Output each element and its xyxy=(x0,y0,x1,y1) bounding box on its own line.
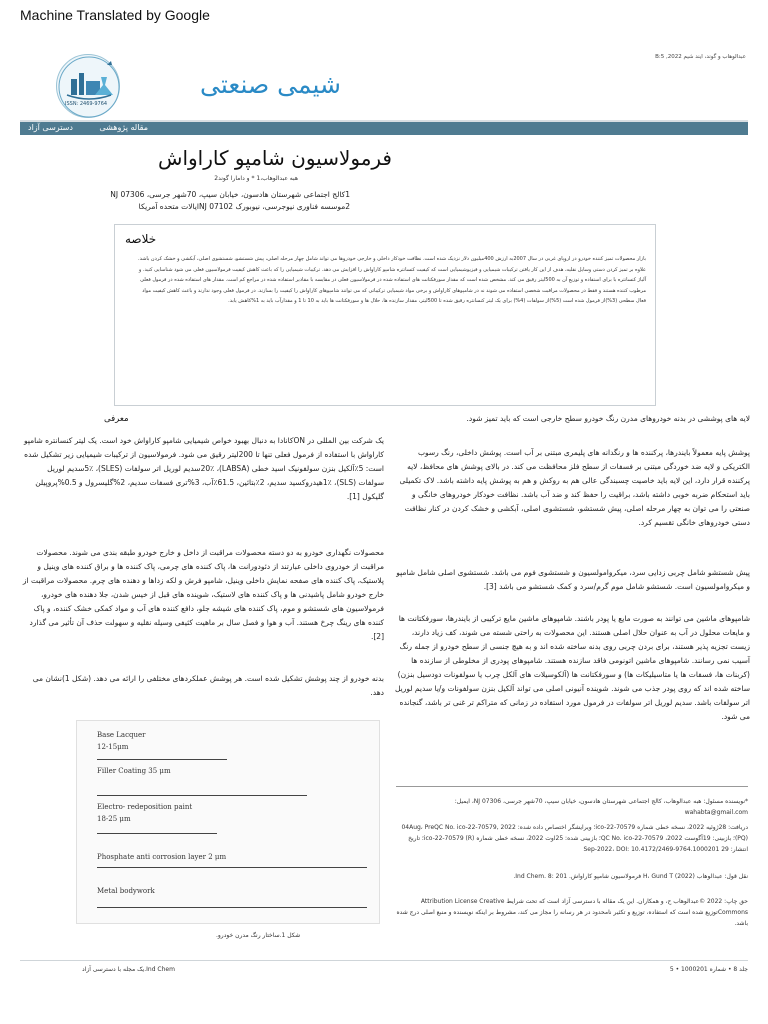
right-paragraph-2: پوشش پایه معمولاً بایندرها، پرکننده ها و رنگدانه های پلیمری مبتنی بر آب است. پوشش داخلی، رنگ رسوب الکتریکی و لایه ضد خوردگی مبتنی بر فسفات از سطح فلز محافظت می کند. در بالای پوشش های محافظ، لایه پرکننده قرار دارد، این لایه باید خاصیت چسبندگی عالی هم به روکش و هم به پوشش پایه داشته باشد. لاک تکمیلی باید استحکام ضربه خوبی داشته باشد، براقیت را حفظ کند و ضد آب باشد. نظافت خودکار خودروهای خانگی و صنعتی را می توان به چهار مرحله اصلی، پیش شستشو، شستشوی اصلی، آبکشی و خشک کردن در کنار نظافت دستی خودروهای خانگی تقسیم کرد. xyxy=(399,448,750,527)
footer-journal: Ind Chem.یک مجله با دسترسی آزاد xyxy=(82,966,175,973)
layer-label: Electro- redeposition paint xyxy=(97,803,193,811)
footer-rule xyxy=(20,960,748,961)
introduction-heading: معرفی xyxy=(104,414,129,424)
layer-label: Metal bodywork xyxy=(97,887,155,895)
article-type-label: مقاله پژوهشی xyxy=(99,123,148,132)
left-paragraph-2: محصولات نگهداری خودرو به دو دسته محصولات مراقبت از داخل و خارج خودرو طبقه بندی می شوند. محصولات مراقبت از خودروی داخلی عبارتند از دئودورانت ها، پاک کننده های چرمی، پاک کننده ها و براق کننده های وینیل و پلاستیک، پاک کننده های صفحه نمایش داخلی وینیل، شامپو فرش و لکه زداها و دهنده های چرم. محصولات مراقبت از خارج خودرو شامل پاشیدنی ها و پاک کننده های لاستیک، شوینده های قبل از خیس شدن، جلا دهنده های خودرو، فرمولاسیون های شستشو و موم، پاک کننده های شیشه جلو، دافع کننده های آب و مواد کمکی خشک کننده، و پاک کننده های رینگ چرخ هستند. آب و هوا و فصل سال بر ماهیت کثیفی وسیله نقلیه و سهولت حذف آن تأثیر می گذارد [2]. xyxy=(22,548,384,641)
header-bar xyxy=(20,122,748,135)
factory-flask-logo-icon xyxy=(57,55,121,119)
copyright-note: حق چاپ: 2022 ©عبدالوهاب ح، و همکاران. این یک مقاله با دسترسی آزاد است که تحت شرایط Attribution License Creative Commonsتوزیع شده است که استفاده، توزیع و تکثیر نامحدود در هر رسانه را مجاز می کند، مشروط بر اینکه نویسنده و منبع اصلی درج شده باشد. xyxy=(396,898,748,927)
left-paragraph-3: بدنه خودرو از چند پوشش تشکیل شده است. هر پوشش عملکردهای مختلفی را ارائه می دهد. (شکل 1)نشان می دهد. xyxy=(32,674,384,697)
journal-logo xyxy=(56,54,120,118)
paper-title: فرمولاسیون شامپو کاراواش xyxy=(158,146,392,170)
layer-label: Base Lacquer xyxy=(97,731,146,739)
corresponding-author-note: *نویسنده مسئول: هبه عبدالوهاب، کالج اجتماعی شهرستان هادسون، خیابان سیپ، 70شهر جرسی، NJ 07306، ایمیل: wahabta@gmail.com xyxy=(454,798,748,816)
left-paragraph-1: یک شرکت بین المللی در ONکانادا به دنبال بهبود خواص شیمیایی شامپو کاراواش خود است. یک لیتر کنسانتره شامپو کاراواش با استفاده از فرمول فعلی تنها تا 200لیتر رقیق می شود. فرمولاسیون از ترکیبات شیمیایی زیر تشکیل شده است: 5٪آلکیل بنزن سولفونیک اسید خطی (LABSA)، 20٪سدیم لوریل اتر سولفات (SLES)، 5٪سدیم لوریل سولفات (SLS)، 1٪هیدروکسید سدیم، 2٪بتائین، 61.5٪آب، 3%تری فسفات سدیم، 2%گلیسرول و 0.5%پروپیلن گلیکول [1]. xyxy=(24,436,384,501)
layer-thickness: 12-15μm xyxy=(97,743,129,751)
citation-note: نقل قول: عبدالوهاب H، Gund T (2022) فرمولاسیون شامپو کاراواش. Ind Chem. 8: 201. xyxy=(513,873,748,880)
affiliation-1: 1کالج اجتماعی شهرستان هادسون، خیابان سیپ، 70شهر جرسی، NJ 07306 xyxy=(110,190,350,199)
footer-volume: جلد 8 • شماره 1000201 • 5 xyxy=(669,966,748,973)
figure-caption: شکل 1.ساختار رنگ مدرن خودرو. xyxy=(216,932,301,939)
layer-divider xyxy=(97,833,217,834)
right-paragraph-3: پیش شستشو شامل چربی زدایی سرد، میکروامولسیون و شستشوی فوم می باشد. شستشوی اصلی شامل شامپو و میکروامولسیون است. شستشو شامل موم گرم/سرد و کمک شستشو می باشد [3]. xyxy=(396,568,750,591)
abstract-box xyxy=(114,224,656,406)
top-citation: عبدالوهاب و گوند، ایند شیم B:5 ,2022 xyxy=(655,54,746,60)
footnote-rule xyxy=(396,786,748,787)
abstract-heading: خلاصه xyxy=(125,232,157,246)
layer-label: Phosphate anti corrosion layer 2 μm xyxy=(97,853,227,861)
layer-divider xyxy=(97,759,227,760)
received-dates-note: دریافت: 28ژوئیه 2022، نسخه خطی شماره ico-22-70579؛ ویرایشگر اختصاص داده شده: 2022 ,04Aug، PreQC No. ico-22-70579 (PQ)؛ بازبینی: 19آگوست 2022، QC No. ico-22-70579؛ بازبینی شده: 25اوت 2022، نسخه خطی شماره ico-22-70579 (R)؛ تاریخ انتشار: 29 Sep-2022، DOI: 10.4172/2469-9764.1000201 xyxy=(401,824,748,853)
authors: هبه عبدالوهاب،1 * و دامارا گوند2 xyxy=(214,175,298,182)
abstract-text: بازار محصولات تمیز کننده خودرو در اروپای غربی در سال 2007به ارزش 400میلیون دلار نزدیک شده است. نظافت خودکار داخلی و خارجی خودروها می تواند شامل چهار مرحله اصلی، پیش شستشو، شستشوی اصلی، آبکشی و خشک کردن باشد. علاوه بر تمیز کردن دستی وسایل نقلیه، هدف از این کار یافتن ترکیبات شیمیایی و فیزیوشیمیایی است که کیفیت کنسانتره شامپو کاراواش را افزایش می دهد. ترکیبات شیمیایی را که باعث کاهش کیفیت فرمولاسیون فعلی می شود شناسایی کنید. و آلیاژ کنسانتره با برای استفاده و توزیع آن به 500لیتر رقیق می کند. مشخص شده است که مقدار سورفکتانت های استفاده شده در فرمولاسیون فعلی در مقایسه با مقادیر استفاده شده در مراجع کم است. مقدار های استفاده شده در فرمول فعلی مرطوب کننده هستند و فقط در محصولات مراقبت شخصی استفاده می شوند نه در شامپوهای کاراواش و برخی مواد شیمیایی ترکیباتی که می توانند شامپوهای کاراواش را کیفیت را بسازند. در فرمول فعلی وجود ندارند و باعث کاهش کیفیت مواد فعال سطحی (3%)از فرمول شده است (5%)از سولفات (4%) برای یک لیتر کنسانتره رقیق شده تا 500لیتر، مقدار سازنده ها، حلال ها و سورفکتانت ها باید به 10 تا 1 و مقدارآب باید به 1%کاهش یابد. xyxy=(138,256,646,304)
layer-divider xyxy=(97,867,367,868)
layer-thickness: 18-25 μm xyxy=(97,815,131,823)
affiliation-2: 2موسسه فناوری نیوجرسی، نیوبورک 07102 NJایالات متحده آمریکا xyxy=(138,202,350,211)
issn-label: ISSN: 2469-9764 xyxy=(65,101,108,107)
right-paragraph-1: لایه های پوششی در بدنه خودروهای مدرن رنگ خودرو سطح خارجی است که باید تمیز شود. xyxy=(466,414,750,423)
machine-translation-banner: Machine Translated by Google xyxy=(20,7,210,23)
right-paragraph-4: شامپوهای ماشین می توانند به صورت مایع یا پودر باشند. شامپوهای ماشین مایع ترکیبی از بایندرها، سورفکتانت ها و مایعات محلول در آب به عنوان حلال اصلی هستند. این محصولات به راحتی شسته می شوند، کف زیاد دارند، زیست تجزیه پذیر هستند، برای بردن چربی روی بدنه ساخته شده اند و به هیچ جنسی از سطح خودرو از جمله رنگ آسیب نمی رسانند. شامپوهای ماشین اتونومی فاقد سازنده هستند. شامپوهای پودری از مخلوطی از سازنده ها (کربنات ها، فسفات ها یا متاسیلیکات ها) و سورفکتانت ها (آلکوسیلات های آلکل چرب یا سولفونات دودسیل بنزن) ساخته شده اند که روی پودر جذب می شوند. شوینده آنیونی اصلی می تواند آلکیل بنزن سولفونات و/یا سدیم لوریل اتر سولفات باشد. سدیم لوریل اتر سولفات در فرمول مورد استفاده در زمانی که متراکم تر غنی تر باشد، گنجانده می شود. xyxy=(394,614,750,721)
layer-label: Filler Coating 35 μm xyxy=(97,767,171,775)
layer-divider xyxy=(97,795,307,796)
paint-layers-figure xyxy=(76,720,380,924)
open-access-label: دسترسی آزاد xyxy=(28,123,73,132)
journal-title: شیمی صنعتی xyxy=(200,70,341,99)
layer-divider xyxy=(97,907,367,908)
